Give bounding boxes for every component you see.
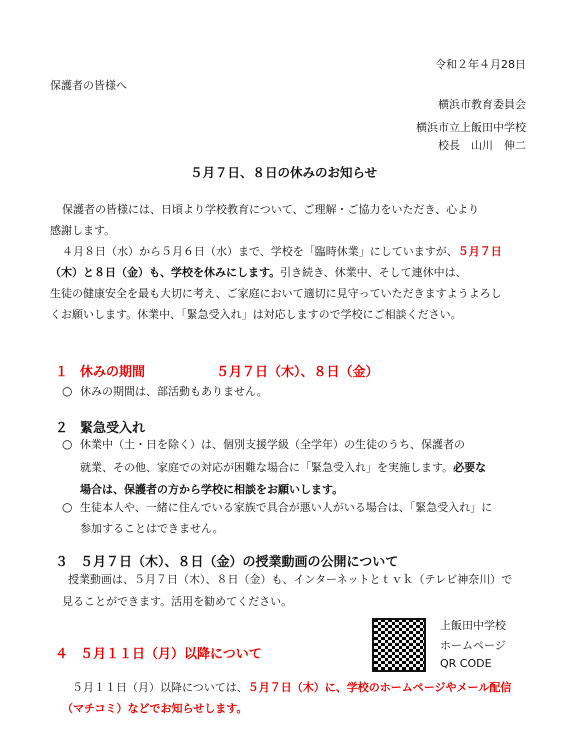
section-4-line-1-emphasis: ５月７日（木）に、学校のホームページやメール配信 bbox=[247, 681, 512, 694]
intro-line-5: 生徒の健康安全を最も大切に考え、ご家庭において適切に見守っていただきますようよろし bbox=[50, 287, 502, 300]
section-2-number: ２ bbox=[55, 421, 69, 436]
section-3-number: ３ bbox=[55, 555, 69, 570]
intro-line-3-date: ５月７日 bbox=[457, 245, 502, 258]
section-1-heading: 休みの期間 bbox=[80, 365, 146, 380]
section-2-bullet-1-line-1: 休業中（土・日を除く）は、個別支援学級（全学年）の生徒のうち、保護者の bbox=[80, 438, 465, 451]
section-4-line-1 bbox=[72, 681, 511, 695]
sender-principal: 校長 山川 伸二 bbox=[438, 139, 526, 152]
qr-code-label: QR CODE bbox=[440, 657, 492, 670]
document-date: 令和２年４月28日 bbox=[435, 58, 526, 71]
intro-line-4 bbox=[50, 266, 467, 280]
intro-line-4-notice: （木）と８日（金）も、学校を休みにします。 bbox=[50, 266, 281, 279]
qr-homepage-label: ホームページ bbox=[440, 639, 506, 652]
section-3-line-1: 授業動画は、５月７日（木）、８日（金）も、インターネットとｔｖｋ（テレビ神奈川）で bbox=[68, 573, 513, 586]
section-4-heading: ５月１１日（月）以降について bbox=[80, 647, 262, 662]
section-4-number: ４ bbox=[55, 647, 69, 662]
document-title: ５月７日、８日の休みのお知らせ bbox=[190, 165, 378, 180]
sender-school: 横浜市立上飯田中学校 bbox=[416, 121, 526, 134]
section-1-number: １ bbox=[55, 365, 69, 380]
sender-board: 横浜市教育委員会 bbox=[438, 98, 526, 111]
section-2-heading: 緊急受入れ bbox=[80, 421, 146, 436]
section-3-line-2: 見ることができます。活用を勧めてください。 bbox=[62, 595, 293, 608]
bullet-icon: ○ bbox=[62, 437, 73, 451]
intro-line-3 bbox=[62, 245, 502, 259]
qr-school-name: 上飯田中学校 bbox=[440, 619, 506, 632]
section-3-heading: ５月７日（木）、８日（金）の授業動画の公開について bbox=[80, 555, 399, 570]
intro-line-2: 感謝します。 bbox=[50, 224, 116, 237]
qr-code-icon[interactable] bbox=[372, 618, 426, 672]
section-2-bullet-1-line-3: 場合は、保護者の方から学校に相談をお願いします。 bbox=[80, 483, 344, 496]
bullet-icon: ○ bbox=[62, 384, 73, 398]
recipient-line: 保護者の皆様へ bbox=[50, 79, 127, 92]
section-2-bullet-1-line-2 bbox=[80, 461, 486, 475]
section-4-line-2: （マチコミ）などでお知らせします。 bbox=[62, 702, 248, 715]
section-2-bullet-1-line-2-emphasis: 必要な bbox=[453, 461, 487, 474]
bullet-icon: ○ bbox=[62, 500, 73, 514]
intro-line-4-text: 引き続き、休業中、そして連休中は、 bbox=[280, 266, 467, 279]
section-1-dates: ５月７日（木）、８日（金） bbox=[216, 365, 379, 380]
section-2-bullet-2-line-2: 参加することはできません。 bbox=[80, 522, 224, 535]
section-2-bullet-2-line-1: 生徒本人や、一緒に住んでいる家族で具合が悪い人がいる場合は、「緊急受入れ」に bbox=[80, 501, 493, 514]
intro-line-6: くお願いします。休業中、「緊急受入れ」は対応しますので学校にご相談ください。 bbox=[50, 308, 462, 321]
section-2-bullet-1-line-2-text: 就業、その他、家庭での対応が困難な場合に「緊急受入れ」を実施します。 bbox=[80, 461, 454, 474]
intro-line-1: 保護者の皆様には、日頃より学校教育について、ご理解・ご協力をいただき、心より bbox=[62, 203, 480, 216]
section-4-line-1-text: ５月１１日（月）以降については、 bbox=[72, 681, 248, 694]
section-1-text: 休みの期間は、部活動もありません。 bbox=[80, 385, 268, 398]
intro-line-3-text: ４月８日（水）から５月６日（水）まで、学校を「臨時休業」にしていますが、 bbox=[62, 245, 458, 258]
